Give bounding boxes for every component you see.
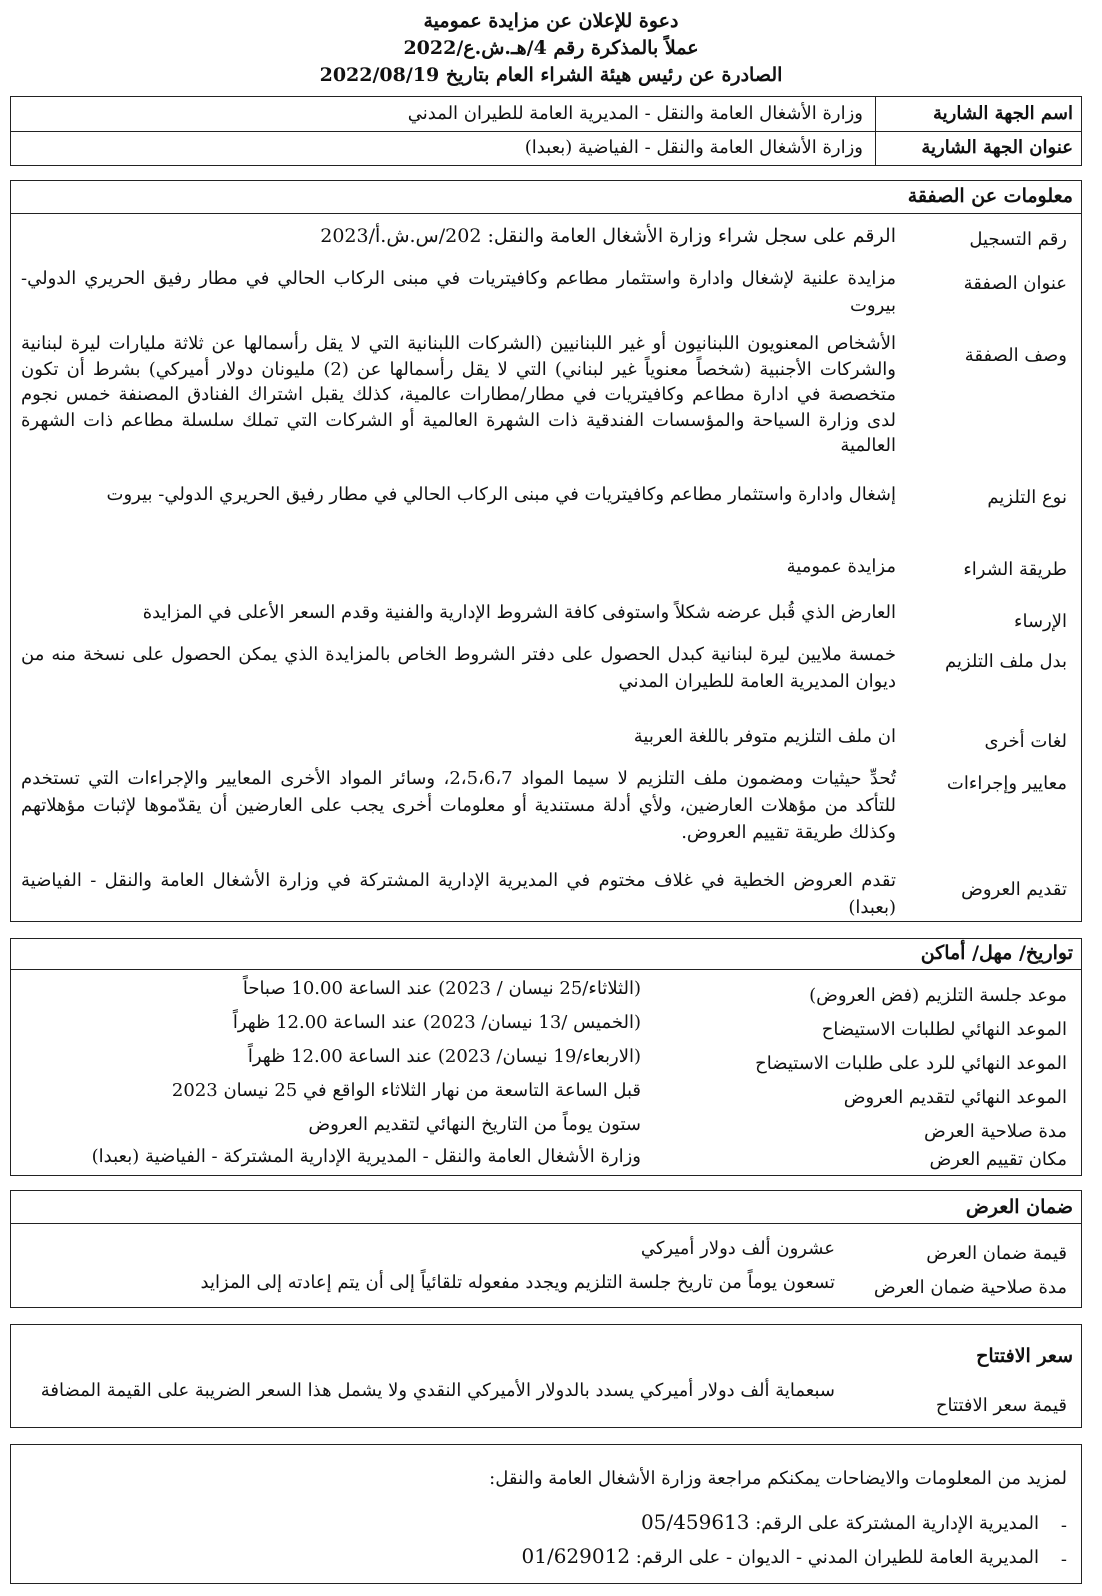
document-header <box>0 8 1102 89</box>
opening-price-label: قيمة سعر الافتتاح <box>935 1395 1067 1416</box>
clarification-reply-label: الموعد النهائي للرد على طلبات الاستيضاح <box>755 1053 1067 1074</box>
bid-submission-label: تقديم العروض <box>961 879 1067 900</box>
criteria-procedures-value: تُحدِّ حيثيات ومضمون ملف التلزيم لا سيما المواد 2،5،6،7، وسائر المواد الأخرى المعايير والإجراءات التي تستخدم للتأكد من مؤهلات العارضين، ولأي أدلة مستندية أو معلومات أخرى يجب على العارضين أن يقدّموها لإثبات مؤهلاتهم وكذلك طريقة تقييم العروض. <box>21 768 896 843</box>
contact-item-admin <box>29 1509 1039 1537</box>
contact-item-admin-text: المديرية الإدارية المشتركة على الرقم: <box>755 1513 1039 1534</box>
deal-title-value: مزايدة علنية لإشغال وادارة واستثمار مطاعم وكافيتريات في مبنى الركاب الحالي في مطار رفيق الحريري الدولي- بيروت <box>21 268 896 316</box>
procurement-method-label: طريقة الشراء <box>963 559 1067 580</box>
contact-section <box>10 1444 1082 1584</box>
contact-bullet: - <box>1060 1515 1067 1536</box>
guarantee-amount-value: عشرون ألف دولار أميركي <box>640 1238 835 1259</box>
deal-title-label: عنوان الصفقة <box>963 273 1067 294</box>
dates-title: تواريخ/ مهل/ أماكن <box>920 942 1073 964</box>
memo-reference: عملاً بالمذكرة رقم 4/هـ.ش.ع/2022 <box>403 37 699 59</box>
guarantee-validity-value: تسعون يوماً من تاريخ جلسة التلزيم ويجدد مفعوله تلقائياً إلى أن يتم إعادته إلى المزايد <box>200 1272 835 1293</box>
evaluation-place-value: وزارة الأشغال العامة والنقل - المديرية الإدارية المشتركة - الفياضية (بعبدا) <box>91 1146 641 1167</box>
guarantee-validity-label: مدة صلاحية ضمان العرض <box>873 1277 1067 1298</box>
bid-guarantee-section <box>10 1190 1082 1308</box>
registration-number-value: الرقم على سجل شراء وزارة الأشغال العامة والنقل: 202/س.ش.أ/2023 <box>320 225 896 247</box>
entity-name-value: وزارة الأشغال العامة والنقل - المديرية العامة للطيران المدني <box>407 103 863 124</box>
procurement-method-value: مزايدة عمومية <box>786 556 896 577</box>
clarification-deadline-label: الموعد النهائي لطلبات الاستيضاح <box>821 1019 1067 1040</box>
opening-session-value: (الثلاثاء/25 نيسان / 2023) عند الساعة 10.00 صباحاً <box>242 978 641 999</box>
clarification-reply-value: (الاربعاء/19 نيسان/ 2023) عند الساعة 12.00 ظهراً <box>247 1046 641 1067</box>
memo-issuer-date: الصادرة عن رئيس هيئة الشراء العام بتاريخ 2022/08/19 <box>319 64 783 86</box>
deal-description-label: وصف الصفقة <box>964 345 1067 366</box>
opening-price-value: سبعماية ألف دولار أميركي يسدد بالدولار الأميركي النقدي ولا يشمل هذا السعر الضريبة على القيمة المضافة <box>40 1380 835 1401</box>
evaluation-place-label: مكان تقييم العرض <box>929 1149 1067 1170</box>
entity-table <box>10 96 1082 166</box>
entity-address-value: وزارة الأشغال العامة والنقل - الفياضية (بعبدا) <box>524 137 863 158</box>
opening-price-title: سعر الافتتاح <box>976 1345 1073 1367</box>
opening-price-section <box>10 1324 1082 1428</box>
contact-item-aviation-number: 01/629012 <box>521 1544 631 1568</box>
bid-submission-value: تقدم العروض الخطية في غلاف مختوم في المديرية الإدارية المشتركة في وزارة الأشغال العامة والنقل - الفياضية (بعبدا) <box>21 870 896 918</box>
clarification-deadline-value: (الخميس /13 نيسان/ 2023) عند الساعة 12.00 ظهراً <box>232 1012 641 1033</box>
entity-address-label: عنوان الجهة الشارية <box>921 137 1073 158</box>
other-languages-value: ان ملف التلزيم متوفر باللغة العربية <box>633 726 896 747</box>
contact-item-aviation <box>29 1543 1039 1571</box>
opening-session-label: موعد جلسة التلزيم (فض العروض) <box>809 985 1067 1006</box>
contact-intro: لمزيد من المعلومات والايضاحات يمكنكم مراجعة وزارة الأشغال العامة والنقل: <box>489 1468 1067 1489</box>
other-languages-label: لغات أخرى <box>984 731 1067 752</box>
contact-bullet: - <box>1060 1549 1067 1570</box>
contact-item-aviation-text: المديرية العامة للطيران المدني - الديوان - على الرقم: <box>635 1547 1039 1568</box>
submission-deadline-value: قبل الساعة التاسعة من نهار الثلاثاء الواقع في 25 نيسان 2023 <box>171 1080 641 1101</box>
award-value: العارض الذي قُبل عرضه شكلاً واستوفى كافة الشروط الإدارية والفنية وقدم السعر الأعلى في المزايدة <box>142 602 896 623</box>
document-title: دعوة للإعلان عن مزايدة عمومية <box>423 10 679 32</box>
registration-number-label: رقم التسجيل <box>969 229 1067 250</box>
guarantee-amount-label: قيمة ضمان العرض <box>926 1243 1067 1264</box>
contract-type-value: إشغال وادارة واستثمار مطاعم وكافيتريات في مبنى الركاب الحالي في مطار رفيق الحريري الدولي- بيروت <box>106 484 896 505</box>
criteria-procedures-label: معايير وإجراءات <box>946 773 1067 794</box>
deal-info-title: معلومات عن الصفقة <box>907 185 1073 207</box>
dates-section <box>10 938 1082 1176</box>
deal-description-value: الأشخاص المعنويون اللبنانيون أو غير اللبنانيين (الشركات اللبنانية التي لا يقل رأسمالها عن ثلاثة مليارات ليرة لبنانية والشركات الأجنبية (شخصاً معنوياً غير لبناني) التي لا يقل رأسمالها عن (2) مليونان دولار أميركي) بشرط أن تكون متخصصة في ادارة مطاعم وكافيتريات في مطار/مطارات عالمية، كذلك يقبل اشتراك الفنادق المصنفة خمس نجوم لدى وزارة السياحة والمؤسسات الفندقية ذات الشهرة العالمية أو الشركات التي تملك سلسلة مطاعم ذات الشهرة العالمية <box>21 333 896 456</box>
bid-validity-label: مدة صلاحية العرض <box>923 1121 1067 1142</box>
tender-file-fee-label: بدل ملف التلزيم <box>944 651 1067 672</box>
bid-validity-value: ستون يوماً من التاريخ النهائي لتقديم العروض <box>308 1114 641 1135</box>
deal-info-section <box>10 180 1082 922</box>
contact-item-admin-number: 05/459613 <box>640 1510 750 1534</box>
bid-guarantee-title: ضمان العرض <box>965 1196 1073 1218</box>
submission-deadline-label: الموعد النهائي لتقديم العروض <box>843 1087 1067 1108</box>
entity-name-label: اسم الجهة الشارية <box>932 103 1073 124</box>
contract-type-label: نوع التلزيم <box>987 487 1067 508</box>
tender-file-fee-value: خمسة ملايين ليرة لبنانية كبدل الحصول على دفتر الشروط الخاص بالمزايدة الذي يمكن الحصول على نسخة منه من ديوان المديرية العامة للطيران المدني <box>21 644 896 692</box>
award-label: الإرساء <box>1014 611 1067 632</box>
